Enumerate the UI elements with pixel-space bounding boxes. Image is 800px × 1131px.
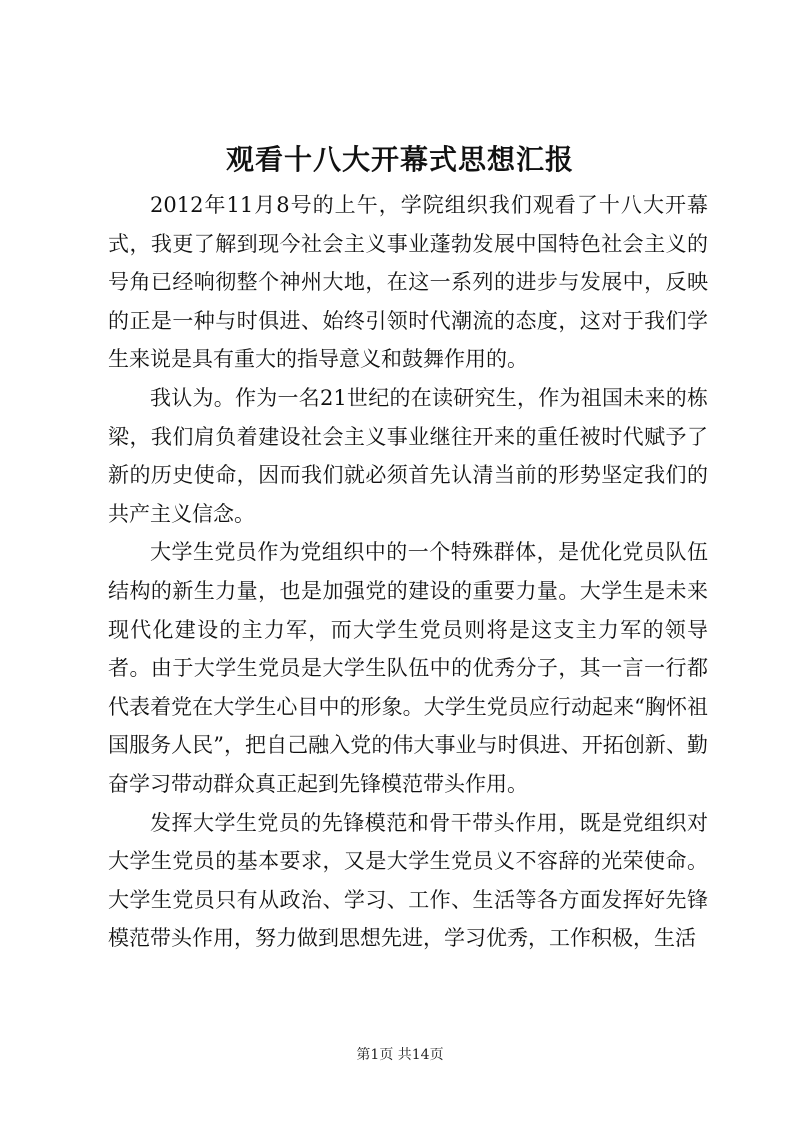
paragraph-4: 发挥大学生党员的先锋模范和骨干带头作用，既是党组织对大学生党员的基本要求，又是大学生党员义不容辞的光荣使命。大学生党员只有从政治、学习、工作、生活等各方面发挥好先锋模范带头作用，努力做到思想先进，学习优秀，工作积极，生活 (108, 810, 708, 951)
paragraph-1: 2012年11月8号的上午，学院组织我们观看了十八大开幕式，我更了解到现今社会主义事业蓬勃发展中国特色社会主义的号角已经响彻整个神州大地，在这一系列的进步与发展中，反映的正是一种与时俱进、始终引领时代潮流的态度，这对于我们学生来说是具有重大的指导意义和鼓舞作用的。 (108, 193, 708, 372)
page-number-footer: 第1页 共14页 (356, 1047, 444, 1063)
paragraph-2: 我认为。作为一名21世纪的在读研究生，作为祖国未来的栋梁，我们肩负着建设社会主义事业继往开来的重任被时代赋予了新的历史使命，因而我们就必须首先认清当前的形势坚定我们的共产主义信念。 (108, 385, 708, 526)
document-body (108, 186, 708, 958)
paragraph-3: 大学生党员作为党组织中的一个特殊群体，是优化党员队伍结构的新生力量，也是加强党的建设的重要力量。大学生是未来现代化建设的主力军，而大学生党员则将是这支主力军的领导者。由于大学生党员是大学生队伍中的优秀分子，其一言一行都代表着党在大学生心目中的形象。大学生党员应行动起来“胸怀祖国服务人民”，把自己融入党的伟大事业与时俱进、开拓创新、勤奋学习带动群众真正起到先锋模范带头作用。 (108, 540, 708, 796)
document-title: 观看十八大开幕式思想汇报 (225, 143, 574, 176)
